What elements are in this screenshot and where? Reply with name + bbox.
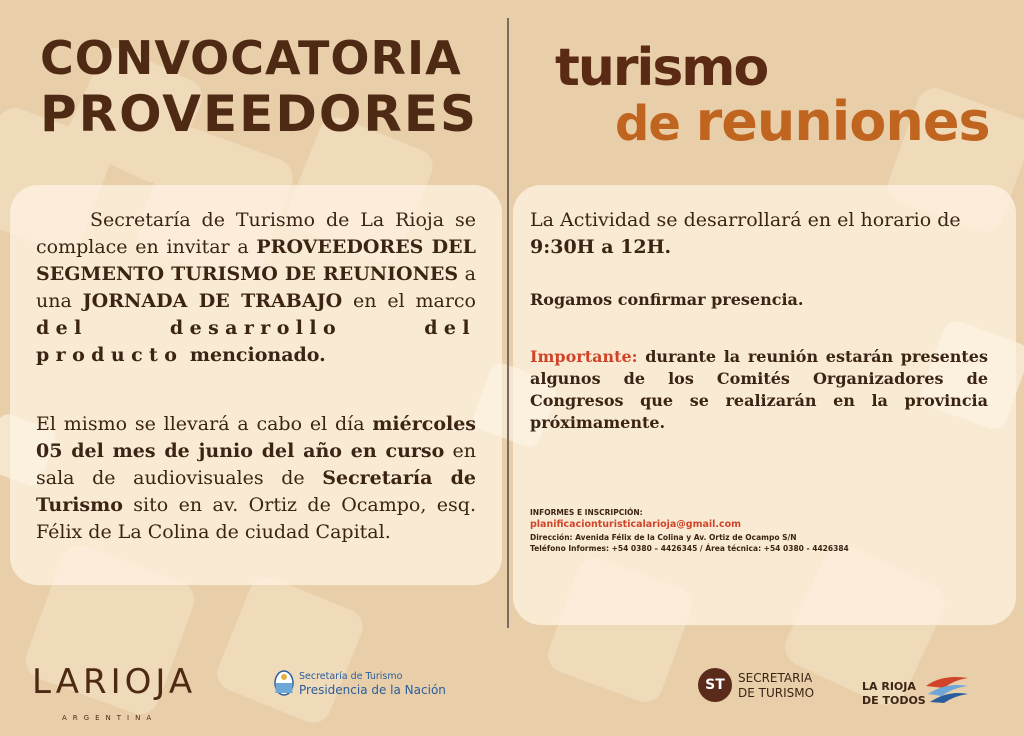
argentina-shield-icon — [274, 670, 294, 696]
la-rioja-logo: LARIOJA ARGENTINA — [32, 662, 197, 722]
vertical-divider — [507, 18, 509, 628]
brand-line-1: turismo — [555, 38, 768, 98]
info-address: Dirección: Avenida Félix de la Colina y Av. Ortiz de Ocampo S/N — [530, 533, 797, 542]
brand-de: de — [615, 96, 680, 152]
contact-email-link[interactable]: planificacionturisticalarioja@gmail.com — [530, 519, 742, 530]
page-title — [40, 30, 478, 142]
info-heading: INFORMES E INSCRIPCIÓN: — [530, 508, 643, 517]
brand-reuniones: reuniones — [695, 90, 990, 153]
title-line-2: PROVEEDORES — [40, 85, 478, 143]
event-details-paragraph: El mismo se llevará a cabo el día miércoles 05 del mes de junio del año en curso en sala de audiovisuales de Secretaría de Turismo sito en av. Ortiz de Ocampo, esq. Félix de La Colina de ciudad Capital. — [36, 413, 476, 543]
contact-info — [530, 507, 849, 554]
title-line-1: CONVOCATORIA — [40, 31, 462, 85]
flag-wave-icon — [924, 672, 970, 706]
confirm-text: Rogamos confirmar presencia. — [530, 290, 804, 309]
invitation-paragraph: Secretaría de Turismo de La Rioja se complace en invitar a PROVEEDORES DEL SEGMENTO TURISMO DE REUNIONES a una JORNADA DE TRABAJO en el marco del desarrollo del producto mencionado. — [36, 209, 476, 366]
brand-logo-turismo-de-reuniones — [555, 38, 990, 153]
brand-line-2 — [615, 90, 990, 153]
important-note: Importante: durante la reunión estarán presentes algunos de los Comités Organizadores de Congresos que se realizarán en la provincia próximamente. — [530, 347, 988, 432]
info-phones: Teléfono Informes: +54 0380 – 4426345 / Área técnica: +54 0380 - 4426384 — [530, 544, 849, 553]
schedule-text: La Actividad se desarrollará en el horario de 9:30H a 12H. — [530, 209, 961, 258]
important-label: Importante: — [530, 347, 638, 366]
la-rioja-de-todos-logo: LA RIOJA DE TODOS — [862, 680, 926, 708]
presidencia-nacion-logo: Secretaría de Turismo Presidencia de la Nación — [274, 670, 294, 700]
